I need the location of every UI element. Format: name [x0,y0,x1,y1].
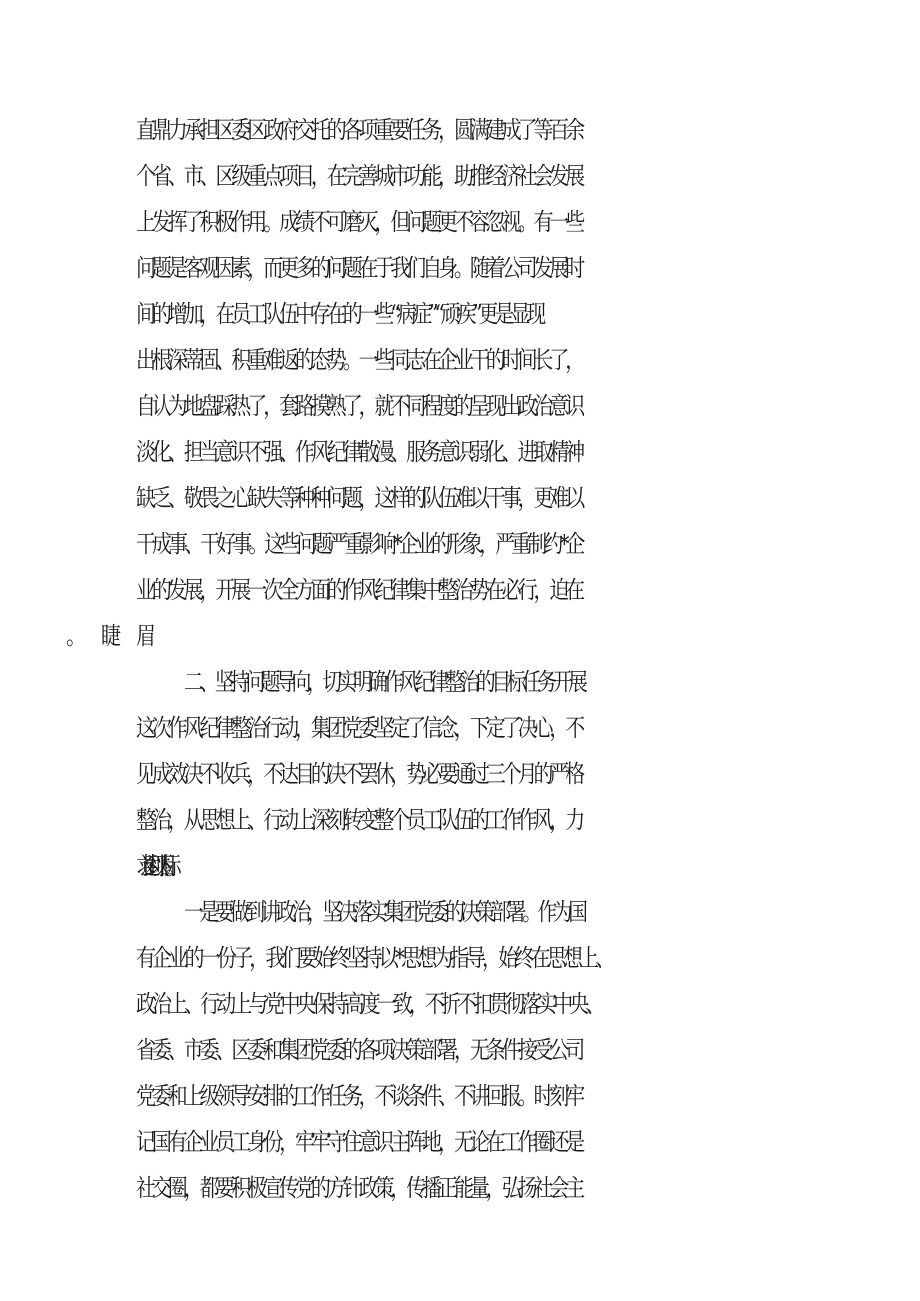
text-line [0,386,920,426]
text-line [0,616,920,656]
line-text: 求达到以下目标。 [136,852,171,880]
text-line [0,846,920,886]
line-text: 记国有企业员工身份，牢牢守住意识主阵地，无论在工作圈还是 [136,1128,582,1156]
text-line [0,938,920,978]
line-text: 党委和上级领导安排的工作任务，不谈条件、不讲回报。时刻牢 [136,1082,582,1110]
line-text: 上发挥了积极作用。成绩不可磨灭，但问题更不容忽视。有一些 [136,208,582,236]
line-text: 自认为地盘踩热了，套路摸熟了，就不同程度的呈现出政治意识 [136,392,582,420]
text-line [0,754,920,794]
text-line [0,478,920,518]
line-text: 有企业的一份子，我们要始终坚持以*思想为指导，始终在思想上、 [136,944,612,972]
text-line [0,1076,920,1116]
text-line [0,708,920,748]
line-text: 间的增加，在员工队伍中存在的一些“病症”“顽疾”更是显现 [136,300,543,328]
line-text: 出根深蒂固、积重难返的态势。一些同志在企业干的时间长了， [136,346,582,374]
line-text: 整治，从思想上、行动上深刻转变整个员工队伍的工作作风，力 [136,806,582,834]
line-text: 省委、市委、区委和集团党委的各项决策部署，无条件接受公司 [136,1036,582,1064]
line-text: 这次作风纪律整治行动，集团党委坚定了信念，下定了决心，不 [136,714,582,742]
line-text: 一是要做到讲政治，坚决落实集团党委的决策部署。作为国 [184,898,584,926]
text-line [0,110,920,150]
section-heading-line [0,662,920,702]
text-line [0,156,920,196]
line-text: 个省、市、区级重点项目，在完善城市功能，助推经济社会发展 [136,162,582,190]
line-text: 社交圈，都要积极宣传党的方针政策，传播正能量，弘扬社会主 [136,1174,582,1202]
line-text: 业的发展，开展一次全方面的作风纪律集中整治势在必行，迫在 [136,576,582,604]
text-line [0,1030,920,1070]
text-line [0,248,920,288]
line-text: 问题是客观因素，而更多的问题在于我们自身。随着公司发展时 [136,254,582,282]
paragraph-start-line [0,892,920,932]
line-text: 淡化、担当意识不强、作风纪律散漫、服务意识弱化、进取精神 [136,438,582,466]
text-line [0,570,920,610]
text-line [0,524,920,564]
line-text: 缺乏、敬畏之心缺失等种种问题，这样的队伍难以干事，更难以 [136,484,582,512]
line-text: 见成效决不收兵，不达目的决不罢休，势必要通过三个月的严格 [136,760,582,788]
text-line [0,202,920,242]
line-text: 政治上、行动上与党中央保持高度一致，不折不扣贯彻落实中央、 [136,990,602,1018]
line-text [136,616,788,656]
text-line [0,340,920,380]
line-text: 二、坚持问题导向，切实明确作风纪律整治的目标任务开展 [184,668,584,696]
line-text: 直鼎力承担区委区政府交托的各项重要任务，圆满建成了等百余 [136,116,582,144]
text-line [0,984,920,1024]
text-line [0,432,920,472]
text-line [0,1122,920,1162]
text-line [0,294,920,334]
line-text: 干成事、干好事。这些问题严重影响*企业的形象，严重制约*企 [136,530,582,558]
text-line [0,1168,920,1208]
text-line [0,800,920,840]
